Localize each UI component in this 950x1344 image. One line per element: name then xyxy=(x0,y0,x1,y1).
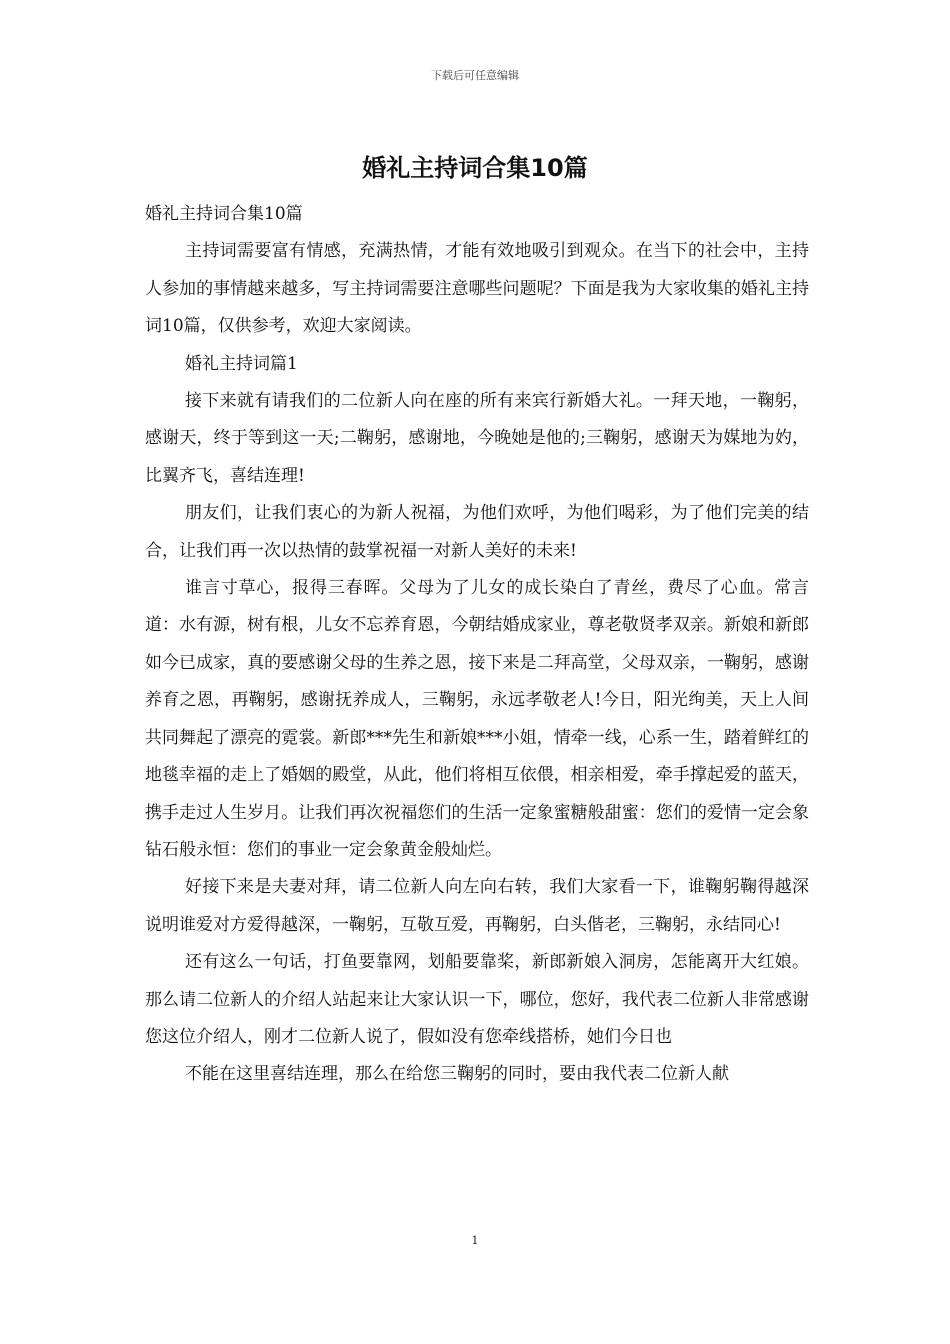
paragraph-continued: 不能在这里喜结连理，那么在给您三鞠躬的同时，要由我代表二位新人献 xyxy=(185,1064,729,1085)
document-title: 婚礼主持词合集10篇 xyxy=(362,154,588,182)
paragraph-parents: 谁言寸草心，报得三春晖。父母为了儿女的成长染白了青丝，费尽了心血。常言道：水有源，树有根，儿女不忘养育恩，今朝结婚成家业，尊老敬贤孝双亲。新娘和新郎如今已成家，真的要感谢父母的生养之恩，接下来是二拜高堂，父母双亲，一鞠躬，感谢养育之恩，再鞠躬，感谢抚养成人，三鞠躬，永远孝敬老人!今日，阳光绚美，天上人间共同舞起了漂亮的霓裳。新郎***先生和新娘***小姐，情牵一线，心系一生，踏着鲜红的地毯幸福的走上了婚姻的殿堂，从此，他们将相互依偎，相亲相爱，牵手撑起爱的蓝天，携手走过人生岁月。让我们再次祝福您们的生活一定象蜜糖般甜蜜：您们的爱情一定会象钻石般永恒：您们的事业一定会象黄金般灿烂。 xyxy=(145,578,809,860)
document-subtitle: 婚礼主持词合集10篇 xyxy=(145,204,303,224)
paragraph-matchmaker: 还有这么一句话，打鱼要靠网，划船要靠桨，新郎新娘入洞房，怎能离开大红娘。那么请二位新人的介绍人站起来让大家认识一下，哪位，您好，我代表二位新人非常感谢您这位介绍人，刚才二位新人说了，假如没有您牵线搭桥，她们今日也 xyxy=(145,952,809,1047)
section-heading-1: 婚礼主持词篇1 xyxy=(185,353,298,374)
paragraph-bow-heaven: 接下来就有请我们的二位新人向在座的所有来宾行新婚大礼。一拜天地，一鞠躬，感谢天，终于等到这一天;二鞠躬，感谢地，今晚她是他的;三鞠躬，感谢天为媒地为妁，比翼齐飞，喜结连理! xyxy=(145,391,809,486)
paragraph-intro: 主持词需要富有情感，充满热情，才能有效地吸引到观众。在当下的社会中，主持人参加的事情越来越多，写主持词需要注意哪些问题呢？下面是我为大家收集的婚礼主持词10篇，仅供参考，欢迎大家阅读。 xyxy=(145,241,809,337)
document-body xyxy=(145,196,809,1094)
paragraph-friends: 朋友们，让我们衷心的为新人祝福，为他们欢呼，为他们喝彩，为了他们完美的结合，让我们再一次以热情的鼓掌祝福一对新人美好的未来! xyxy=(145,503,809,561)
header-note: 下载后可任意编辑 xyxy=(431,69,519,82)
page-number: 1 xyxy=(471,1234,479,1247)
paragraph-couple-bow: 好接下来是夫妻对拜，请二位新人向左向右转，我们大家看一下，谁鞠躬鞠得越深说明谁爱对方爱得越深，一鞠躬，互敬互爱，再鞠躬，白头偕老，三鞠躬，永结同心! xyxy=(145,877,809,935)
